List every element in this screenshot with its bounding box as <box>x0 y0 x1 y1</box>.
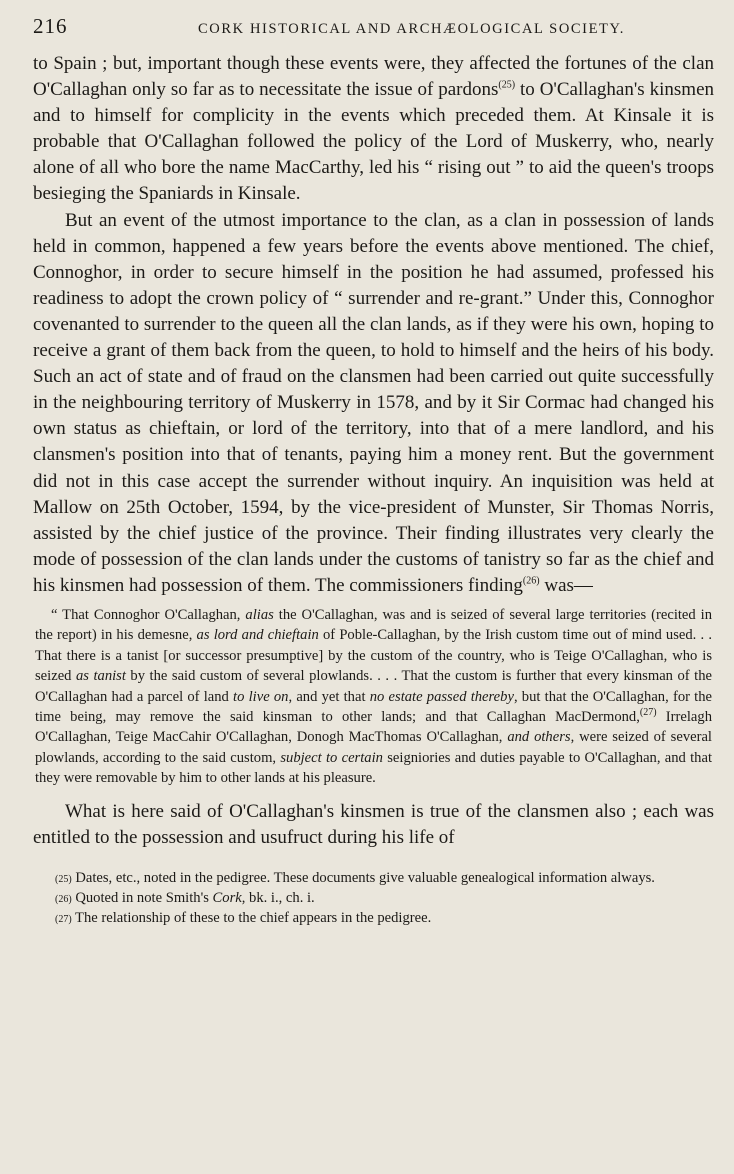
quote-text: the O'Callaghan, was and is seized of several large territories (recited in the report) in his demesne, <box>35 606 712 644</box>
quote-text: , but that the O'Callaghan, for the time being, may remove the said kinsman to other lands; and that Callaghan MacDermond, <box>35 688 713 725</box>
footnote-text: The relationship of these to the chief appears in the pedigree. <box>71 909 432 926</box>
footnote-25 <box>33 869 714 889</box>
paragraph-2-text: But an event of the utmost importance to the clan, as a clan in possession of lands held in common, happened a few years before the events above mentioned. The chief, Connoghor, in order to secure himself in the position he had assumed, professed his readiness to adopt the crown policy of “ surrender and re-grant.” Under this, Connoghor covenanted to surrender to the queen all the clan lands, as if they were his own, hoping to receive a grant of them back from the queen, to hold to himself and the heirs of his body. Such an act of state and of fraud on the clansmen had been carried out quite successfully in the neighbouring territory of Muskerry in 1578, and by it Sir Cormac had changed his own status as chieftain, or lord of the territory, into that of a mere landlord, and his clansmen's position into that of tenants, paying him a money rent. But the government did not in this case accept the surrender without inquiry. An inquisition was held at Mallow on 25th October, 1594, by the vice-president of Munster, Sir Thomas Norris, assisted by the chief justice of the province. Their finding illustrates very clearly the mode of possession of the clan lands under the customs of tanistry so far as the chief and his kinsmen had possession of them. The commissioners finding <box>33 209 714 596</box>
quote-text: “ That Connoghor O'Callaghan, <box>51 606 246 623</box>
quote-italic: to live on <box>233 688 289 705</box>
paragraph-3-text: What is here said of O'Callaghan's kinsmen is true of the clansmen also ; each was entitled to the possession and usufruct during his life of <box>33 800 714 848</box>
footnote-text: , bk. i., ch. i. <box>241 889 315 906</box>
page-header <box>33 14 714 48</box>
quote-text: by the said custom of several plowlands. . . . That the custom is further that every kinsman of the O'Callaghan had a parcel of land <box>35 668 712 705</box>
footnote-number: (26) <box>55 893 72 905</box>
quote-italic: and others <box>507 729 571 746</box>
paragraph-1-text: to Spain ; but, important though these events were, they affected the fortunes of the clan O'Callaghan only so far as to necessitate the issue of pardons <box>33 53 714 101</box>
quote-text: , and yet that <box>288 688 370 705</box>
paragraph-3 <box>33 799 714 851</box>
page-number: 216 <box>33 14 68 38</box>
footnote-ref-26[interactable]: (26) <box>522 575 540 587</box>
footnote-number: (27) <box>55 913 72 925</box>
footnote-number: (25) <box>55 873 72 885</box>
quote-italic: subject to certain <box>280 749 383 766</box>
footnote-ref-25[interactable]: (25) <box>498 79 516 91</box>
quote-text: of Poble-Callaghan, by the Irish custom time out of mind used. . . That there is a tanist [or successor presumptive] by the custom of the country, who is Teige O'Callaghan, who is seized <box>35 627 712 685</box>
quote-italic: no estate passed thereby <box>369 688 514 705</box>
running-title: CORK HISTORICAL AND ARCHÆOLOGICAL SOCIETY. <box>198 21 625 37</box>
quote-text: , were seized of several plowlands, according to the said custom, <box>35 729 712 766</box>
paragraph-2-text-cont: was— <box>539 574 593 596</box>
paragraph-1 <box>33 51 714 208</box>
paragraph-2 <box>33 208 714 599</box>
footnote-italic: Cork <box>212 889 242 906</box>
quote-italic: as lord and chieftain <box>196 627 319 644</box>
footnote-text: Quoted in note Smith's <box>71 889 213 906</box>
footnote-27 <box>33 909 714 929</box>
quote-text: Irrelagh O'Callaghan, Teige MacCahir O'Callaghan, Donogh MacThomas O'Callaghan, <box>35 709 712 746</box>
footnote-ref-27[interactable]: (27) <box>639 707 657 719</box>
paragraph-1-text-cont: to O'Callaghan's kinsmen and to himself for complicity in the events which preceded them. At Kinsale it is probable that O'Callaghan followed the policy of the Lord of Muskerry, who, nearly alone of all who bore the name MacCarthy, led his “ rising out ” to aid the queen's troops besieging the Spaniards in Kinsale. <box>33 79 715 205</box>
quote-italic: as tanist <box>75 668 126 685</box>
quote-text: seigniories and duties payable to O'Callaghan, and that they were removable by him to other lands at his pleasure. <box>35 749 713 787</box>
quote-italic: alias <box>245 606 274 623</box>
block-quote <box>35 605 712 789</box>
footnote-text: Dates, etc., noted in the pedigree. These documents give valuable genealogical information always. <box>71 869 655 886</box>
footnote-26 <box>33 889 714 909</box>
footnotes <box>33 869 714 929</box>
